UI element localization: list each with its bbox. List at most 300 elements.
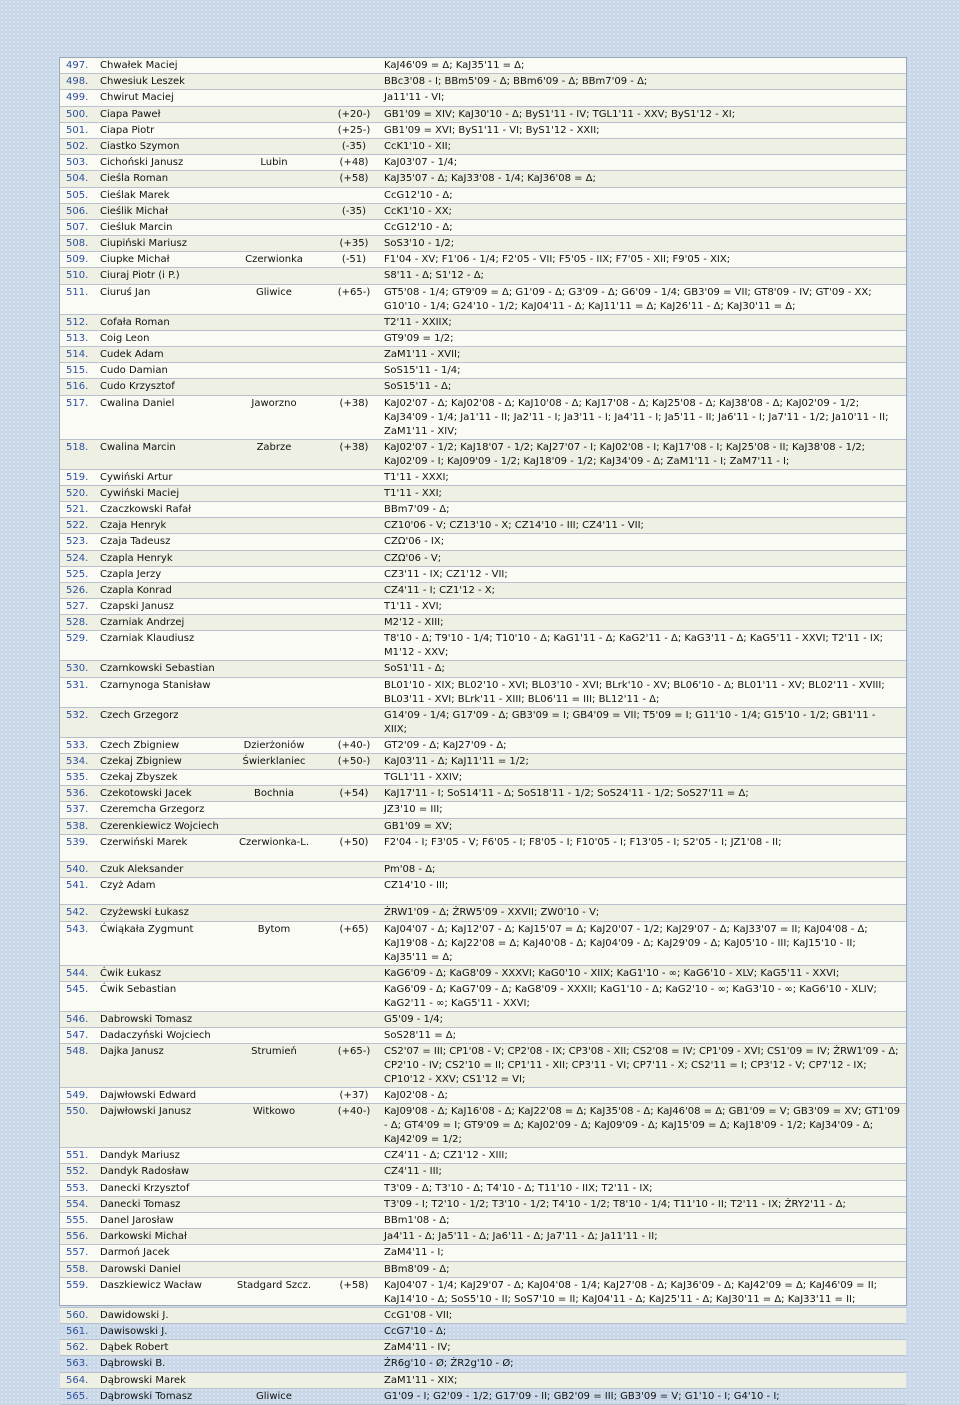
- table-row: [60, 1373, 906, 1389]
- player-name: Czapla Henryk: [100, 552, 173, 564]
- row-number: 517.: [66, 397, 89, 409]
- row-number: 518.: [66, 441, 89, 453]
- player-name: Dajwłowski Edward: [100, 1090, 197, 1102]
- player-results: KaJ03'07 - 1/4;: [384, 157, 458, 169]
- player-results: ZaM4'11 - IV;: [384, 1342, 451, 1354]
- player-name: Cudo Krzysztof: [100, 381, 175, 393]
- player-results: ZaM1'11 - XIX;: [384, 1374, 458, 1386]
- player-name: Czarniak Andrzej: [100, 617, 185, 629]
- row-number: 555.: [66, 1215, 89, 1226]
- row-number: 516.: [66, 381, 89, 393]
- row-number: 497.: [66, 60, 89, 71]
- player-rating: (+58): [339, 173, 369, 185]
- player-name: Danecki Tomasz: [100, 1198, 181, 1210]
- table-row: [60, 379, 906, 395]
- table-row: [60, 1262, 906, 1278]
- player-name: Czech Grzegorz: [100, 709, 179, 721]
- row-number: 536.: [66, 788, 89, 800]
- player-name: Dabrowski Tomasz: [100, 1013, 193, 1025]
- player-city: Jaworzno: [251, 397, 297, 409]
- results-table: [59, 57, 907, 1402]
- player-results: CZ3'11 - IX; CZ1'12 - VII;: [384, 568, 508, 580]
- player-rating: (+50-): [337, 755, 371, 767]
- player-results: T2'11 - XXIIX;: [384, 316, 452, 328]
- table-row: [60, 347, 906, 363]
- player-results: CZ4'11 - I; CZ1'12 - X;: [384, 584, 495, 596]
- row-number: 509.: [66, 254, 89, 266]
- table-row: [60, 74, 906, 90]
- player-results: BBc3'08 - I; BBm5'09 - Δ; BBm6'09 - Δ; BBm7'09 - Δ;: [384, 76, 648, 88]
- player-results: G5'09 - 1/4;: [384, 1013, 444, 1025]
- player-city: Bytom: [257, 923, 291, 935]
- table-row: [60, 139, 906, 155]
- table-row: [60, 188, 906, 204]
- player-name: Dąbek Robert: [100, 1342, 169, 1354]
- row-number: 553.: [66, 1182, 89, 1194]
- player-results: T1'11 - XXI;: [384, 487, 442, 499]
- row-number: 529.: [66, 633, 89, 645]
- player-name: Czeremcha Grzegorz: [100, 804, 205, 816]
- player-name: Czaja Henryk: [100, 520, 167, 532]
- table-row: [60, 1148, 906, 1164]
- table-row: [60, 754, 906, 770]
- player-name: Czapla Jerzy: [100, 568, 162, 580]
- player-results: TGL1'11 - XXIV;: [384, 772, 463, 783]
- player-name: Coig Leon: [100, 332, 150, 344]
- player-name: Darowski Daniel: [100, 1263, 181, 1275]
- player-name: Chwesiuk Leszek: [100, 76, 185, 88]
- player-name: Dawisowski J.: [100, 1325, 168, 1337]
- table-row: [60, 786, 906, 802]
- player-results: F2'04 - I; F3'05 - V; F6'05 - I; F8'05 - I; F10'05 - I; F13'05 - I; S2'05 - I; JZ1'08 - II;: [384, 836, 782, 848]
- player-name: Danel Jarosław: [100, 1215, 174, 1226]
- table-row: [60, 878, 906, 905]
- player-name: Dąbrowski Tomasz: [100, 1390, 193, 1402]
- player-name: Dajka Janusz: [100, 1046, 164, 1058]
- table-row: [60, 770, 906, 786]
- row-number: 545.: [66, 983, 89, 995]
- table-row: [60, 1104, 906, 1148]
- player-results: S8'11 - Δ; S1'12 - Δ;: [384, 270, 484, 282]
- player-results: KaJ35'07 - Δ; KaJ33'08 - 1/4; KaJ36'08 = Δ;: [384, 173, 596, 185]
- row-number: 563.: [66, 1358, 89, 1370]
- row-number: 515.: [66, 365, 89, 377]
- table-row: [60, 486, 906, 502]
- player-rating: (+25-): [337, 124, 371, 136]
- player-name: Ciupiński Mariusz: [100, 238, 187, 250]
- player-results: ŻR6g'10 - Ø; ŻR2g'10 - Ø;: [384, 1358, 514, 1370]
- player-name: Dajwłowski Janusz: [100, 1106, 192, 1118]
- player-results: Ja11'11 - VI;: [384, 92, 445, 104]
- table-row: [60, 1181, 906, 1197]
- row-number: 507.: [66, 221, 89, 233]
- player-results: GB1'09 = XIV; KaJ30'10 - Δ; ByS1'11 - IV; TGL1'11 - XXV; ByS1'12 - XI;: [384, 108, 736, 120]
- table-row: [60, 922, 906, 966]
- player-results: CcG12'10 - Δ;: [384, 189, 453, 201]
- player-name: Ciupke Michał: [100, 254, 170, 266]
- player-name: Czekaj Zbyszek: [100, 772, 178, 783]
- row-number: 521.: [66, 503, 89, 515]
- player-rating: (+40-): [337, 1106, 371, 1118]
- row-number: 499.: [66, 92, 89, 104]
- player-name: Czarniak Klaudiusz: [100, 633, 195, 645]
- player-name: Cudo Damian: [100, 365, 168, 377]
- row-number: 537.: [66, 804, 89, 816]
- player-results: GT9'09 = 1/2;: [384, 332, 454, 344]
- table-row: [60, 440, 906, 470]
- table-row: [60, 1340, 906, 1356]
- table-row: [60, 1278, 906, 1308]
- player-name: Darkowski Michał: [100, 1231, 187, 1243]
- player-rating: (+54): [339, 788, 369, 800]
- player-name: Dąbrowski B.: [100, 1358, 166, 1370]
- player-results: T3'09 - I; T2'10 - 1/2; T3'10 - 1/2; T4'10 - 1/2; T8'10 - 1/4; T11'10 - II; T2'11 - IX; ŻRY2'11 - Δ;: [384, 1198, 846, 1210]
- player-name: Dąbrowski Marek: [100, 1374, 186, 1386]
- player-results: CS2'07 = III; CP1'08 - V; CP2'08 - IX; CP3'08 - XII; CS2'08 = IV; CP1'09 - XVI; CS1'09 = IV; ŻRW1'09 - Δ; CP2'10 - IV; CS2'10 = II; CP1'11 - XII; CP3'11 - VI; CP7'11 - X; CS2'11 = I; CP3'12 - V; CP7'12 - IX; CP10'12 - XXV; CS1'12 = VI;: [384, 1046, 899, 1086]
- table-row: [60, 862, 906, 878]
- player-name: Cwalina Marcin: [100, 441, 176, 453]
- player-rating: (+38): [339, 441, 369, 453]
- player-results: T8'10 - Δ; T9'10 - 1/4; T10'10 - Δ; KaG1'11 - Δ; KaG2'11 - Δ; KaG3'11 - Δ; KaG5'11 - XXVI; T2'11 - IX; M1'12 - XXV;: [384, 633, 884, 659]
- player-rating: (+65): [339, 923, 369, 935]
- table-row: [60, 252, 906, 268]
- player-name: Czarnynoga Stanisław: [100, 679, 211, 691]
- row-number: 503.: [66, 157, 89, 169]
- row-number: 513.: [66, 332, 89, 344]
- player-city: Świerklaniec: [242, 755, 306, 767]
- player-results: KaG6'09 - Δ; KaG7'09 - Δ; KaG8'09 - XXXII; KaG1'10 - Δ; KaG2'10 - ∞; KaG3'10 - ∞; KaG6'10 - XLIV; KaG2'11 - ∞; KaG5'11 - XXVI;: [384, 983, 877, 1009]
- player-name: Cofała Roman: [100, 316, 170, 328]
- player-city: Czerwionka-L.: [238, 836, 309, 848]
- player-results: F1'04 - XV; F1'06 - 1/4; F2'05 - VII; F5'05 - IIX; F7'05 - XII; F9'05 - XIX;: [384, 254, 731, 266]
- row-number: 500.: [66, 108, 89, 120]
- player-name: Czyż Adam: [100, 880, 156, 892]
- row-number: 520.: [66, 487, 89, 499]
- player-results: Pm'08 - Δ;: [384, 863, 436, 875]
- table-row: [60, 58, 906, 74]
- player-results: SoS3'10 - 1/2;: [384, 238, 455, 250]
- row-number: 551.: [66, 1150, 89, 1162]
- player-results: CcK1'10 - XII;: [384, 140, 451, 152]
- player-results: CcG1'08 - VII;: [384, 1309, 453, 1321]
- row-number: 544.: [66, 967, 89, 979]
- player-rating: (+20-): [337, 108, 371, 120]
- table-row: [60, 835, 906, 862]
- table-row: [60, 1308, 906, 1324]
- table-row: [60, 171, 906, 187]
- row-number: 504.: [66, 173, 89, 185]
- player-results: CcK1'10 - XX;: [384, 205, 452, 217]
- player-name: Czuk Aleksander: [100, 863, 184, 875]
- player-rating: (+48): [339, 157, 369, 169]
- player-name: Ciuraj Piotr (i P.): [100, 270, 180, 282]
- player-name: Ciuruś Jan: [100, 286, 151, 298]
- row-number: 502.: [66, 140, 89, 152]
- player-city: Gliwice: [256, 1390, 292, 1402]
- row-number: 547.: [66, 1029, 89, 1041]
- table-row: [60, 819, 906, 835]
- player-results: CcG7'10 - Δ;: [384, 1325, 447, 1337]
- row-number: 501.: [66, 124, 89, 136]
- row-number: 540.: [66, 863, 89, 875]
- row-number: 511.: [66, 286, 89, 298]
- player-name: Ćwik Łukasz: [100, 967, 162, 979]
- player-name: Czekotowski Jacek: [100, 788, 192, 800]
- player-rating: (+65-): [337, 286, 371, 298]
- player-name: Cieśla Roman: [100, 173, 169, 185]
- table-row: [60, 396, 906, 440]
- player-name: Ćwik Sebastian: [100, 983, 177, 995]
- row-number: 556.: [66, 1231, 89, 1243]
- player-name: Cieślak Marek: [100, 189, 170, 201]
- player-results: G14'09 - 1/4; G17'09 - Δ; GB3'09 = I; GB4'09 = VII; T5'09 = I; G11'10 - 1/4; G15'10 - 1/2; GB1'11 - XIIX;: [384, 709, 876, 735]
- player-name: Danecki Krzysztof: [100, 1182, 190, 1194]
- table-row: [60, 236, 906, 252]
- table-row: [60, 502, 906, 518]
- row-number: 548.: [66, 1046, 89, 1058]
- player-name: Cywiński Artur: [100, 471, 173, 483]
- player-name: Czapski Janusz: [100, 601, 174, 613]
- row-number: 565.: [66, 1390, 89, 1402]
- table-row: [60, 1229, 906, 1245]
- player-name: Czekaj Zbigniew: [100, 755, 182, 767]
- table-row: [60, 1389, 906, 1405]
- row-number: 538.: [66, 820, 89, 832]
- table-row: [60, 583, 906, 599]
- player-results: GB1'09 = XVI; ByS1'11 - VI; ByS1'12 - XXII;: [384, 124, 600, 136]
- player-rating: (-35): [341, 140, 367, 152]
- player-results: KaJ02'08 - Δ;: [384, 1090, 448, 1102]
- table-row: [60, 204, 906, 220]
- table-row: [60, 599, 906, 615]
- table-row: [60, 107, 906, 123]
- player-name: Cwalina Daniel: [100, 397, 175, 409]
- player-results: GB1'09 = XV;: [384, 820, 453, 832]
- table-row: [60, 268, 906, 284]
- player-results: BBm7'09 - Δ;: [384, 503, 450, 515]
- table-row: [60, 1197, 906, 1213]
- player-rating: (+37): [339, 1090, 369, 1102]
- table-row: [60, 1213, 906, 1229]
- player-results: CZ14'10 - III;: [384, 880, 449, 892]
- player-rating: (+35): [339, 238, 369, 250]
- player-results: ZaM4'11 - I;: [384, 1247, 444, 1259]
- player-results: CcG12'10 - Δ;: [384, 221, 453, 233]
- player-city: Witkowo: [252, 1106, 296, 1118]
- player-rating: (+40-): [337, 739, 371, 751]
- player-results: T1'11 - XXXI;: [384, 471, 449, 483]
- table-row: [60, 1028, 906, 1044]
- player-rating: (+38): [339, 397, 369, 409]
- table-row: [60, 615, 906, 631]
- player-name: Dandyk Mariusz: [100, 1150, 180, 1162]
- player-results: T3'09 - Δ; T3'10 - Δ; T4'10 - Δ; T11'10 - IIX; T2'11 - IX;: [384, 1182, 653, 1194]
- player-results: GT2'09 - Δ; KaJ27'09 - Δ;: [384, 739, 507, 751]
- table-row: [60, 315, 906, 331]
- player-city: Stadgard Szcz.: [236, 1279, 312, 1291]
- player-results: CZΩ'06 - V;: [384, 552, 442, 564]
- player-results: KaJ02'07 - 1/2; KaJ18'07 - 1/2; KaJ27'07 - I; KaJ02'08 - I; KaJ17'08 - I; KaJ25'08 - II; KaJ38'08 - 1/2; KaJ02'09 - I; KaJ09'09 - 1/2; KaJ18'09 - 1/2; KaJ34'09 - Δ; ZaM1'11 - I; ZaM7'11 - I;: [384, 441, 866, 467]
- table-row: [60, 123, 906, 139]
- row-number: 564.: [66, 1374, 89, 1386]
- row-number: 542.: [66, 907, 89, 919]
- player-city: Lubin: [260, 157, 288, 169]
- table-row: [60, 470, 906, 486]
- player-name: Dandyk Radosław: [100, 1166, 190, 1178]
- table-row: [60, 1044, 906, 1088]
- table-row: [60, 155, 906, 171]
- player-results: KaJ03'11 - Δ; KaJ11'11 = 1/2;: [384, 755, 529, 767]
- player-city: Gliwice: [256, 286, 292, 298]
- player-name: Cywiński Maciej: [100, 487, 180, 499]
- table-row: [60, 1012, 906, 1028]
- row-number: 560.: [66, 1309, 89, 1321]
- row-number: 535.: [66, 772, 89, 783]
- table-row: [60, 90, 906, 106]
- player-name: Czerwiński Marek: [100, 836, 188, 848]
- table-row: [60, 518, 906, 534]
- row-number: 506.: [66, 205, 89, 217]
- table-row: [60, 363, 906, 379]
- player-results: KaJ09'08 - Δ; KaJ16'08 - Δ; KaJ22'08 = Δ; KaJ35'08 - Δ; KaJ46'08 = Δ; GB1'09 = V; GB3'09 = XV; GT1'09 - Δ; GT4'09 = I; GT9'09 = Δ; KaJ02'09 - Δ; KaJ09'09 - Δ; KaJ15'09 = Δ; KaJ18'09 - 1/2; KaJ34'09 - Δ; KaJ42'09 = 1/2;: [384, 1106, 900, 1146]
- player-results: CZ10'06 - V; CZ13'10 - X; CZ14'10 - III; CZ4'11 - VII;: [384, 520, 644, 532]
- row-number: 508.: [66, 238, 89, 250]
- table-row: [60, 1245, 906, 1261]
- player-results: T1'11 - XVI;: [384, 601, 442, 613]
- row-number: 532.: [66, 709, 89, 721]
- player-results: KaJ04'07 - Δ; KaJ12'07 - Δ; KaJ15'07 = Δ; KaJ20'07 - 1/2; KaJ29'07 - Δ; KaJ33'07 = II; KaJ04'08 - Δ; KaJ19'08 - Δ; KaJ22'08 = Δ; KaJ40'08 - Δ; KaJ04'09 - Δ; KaJ29'09 - Δ; KaJ05'10 - III; KaJ15'10 - II; KaJ35'11 = Δ;: [384, 923, 868, 963]
- player-city: Zabrze: [256, 441, 292, 453]
- player-results: ZaM1'11 - XVII;: [384, 349, 461, 360]
- row-number: 528.: [66, 617, 89, 629]
- row-number: 552.: [66, 1166, 89, 1178]
- player-results: CZΩ'06 - IX;: [384, 536, 445, 548]
- table-row: [60, 631, 906, 661]
- player-name: Czaczkowski Rafał: [100, 503, 192, 515]
- player-name: Dadaczyński Wojciech: [100, 1029, 211, 1041]
- row-number: 498.: [66, 76, 89, 88]
- player-rating: (-35): [341, 205, 367, 217]
- row-number: 550.: [66, 1106, 89, 1118]
- player-results: KaJ46'09 = Δ; KaJ35'11 = Δ;: [384, 60, 525, 71]
- player-name: Czerenkiewicz Wojciech: [100, 820, 219, 832]
- player-name: Chwirut Maciej: [100, 92, 174, 104]
- row-number: 525.: [66, 568, 89, 580]
- player-results: SoS15'11 - 1/4;: [384, 365, 461, 377]
- row-number: 546.: [66, 1013, 89, 1025]
- player-name: Cichoński Janusz: [100, 157, 184, 169]
- row-number: 558.: [66, 1263, 89, 1275]
- player-name: Cieślik Michał: [100, 205, 168, 217]
- player-results: SoS15'11 - Δ;: [384, 381, 452, 393]
- row-number: 557.: [66, 1247, 89, 1259]
- row-number: 534.: [66, 755, 89, 767]
- player-results: KaJ17'11 - I; SoS14'11 - Δ; SoS18'11 - 1/2; SoS24'11 - 1/2; SoS27'11 = Δ;: [384, 788, 749, 800]
- table-row: [60, 966, 906, 982]
- player-name: Czapla Konrad: [100, 584, 172, 596]
- table-row: [60, 1356, 906, 1372]
- player-name: Ciapa Paweł: [100, 108, 161, 120]
- player-results: GT5'08 - 1/4; GT9'09 = Δ; G1'09 - Δ; G3'09 - Δ; G6'09 - 1/4; GB3'09 = VII; GT8'09 - IV; GT'09 - XX; G10'10 - 1/4; G24'10 - 1/2; KaJ04'11 - Δ; KaJ11'11 = Δ; KaJ26'11 - Δ; KaJ30'11 = Δ;: [384, 286, 872, 312]
- row-number: 539.: [66, 836, 89, 848]
- player-results: CZ4'11 - Δ; CZ1'12 - XIII;: [384, 1150, 508, 1162]
- row-number: 554.: [66, 1198, 89, 1210]
- player-results: BL01'10 - XIX; BL02'10 - XVI; BL03'10 - XVI; BLrk'10 - XV; BL06'10 - Δ; BL01'11 - XV; BL02'11 - XVIII; BL03'11 - XVI; BLrk'11 - XIII; BL06'11 = III; BL12'11 - Δ;: [384, 679, 885, 705]
- row-number: 541.: [66, 880, 89, 892]
- player-results: KaJ04'07 - 1/4; KaJ29'07 - Δ; KaJ04'08 - 1/4; KaJ27'08 - Δ; KaJ36'09 - Δ; KaJ42'09 = Δ; KaJ46'09 = II; KaJ14'10 - Δ; SoS5'10 - II; SoS7'10 = II; KaJ04'11 - Δ; KaJ25'11 - Δ; KaJ30'11 = Δ; KaJ33'11 = II;: [384, 1279, 878, 1305]
- player-results: KaG6'09 - Δ; KaG8'09 - XXXVI; KaG0'10 - XIIX; KaG1'10 - ∞; KaG6'10 - XLV; KaG5'11 - XXVI;: [384, 967, 840, 979]
- player-name: Czyżewski Łukasz: [100, 907, 189, 919]
- table-row: [60, 1324, 906, 1340]
- row-number: 527.: [66, 601, 89, 613]
- player-name: Ciapa Piotr: [100, 124, 155, 136]
- player-name: Chwałek Maciej: [100, 60, 178, 71]
- player-city: Strumień: [251, 1046, 297, 1058]
- table-row: [60, 1088, 906, 1104]
- row-number: 533.: [66, 739, 89, 751]
- row-number: 519.: [66, 471, 89, 483]
- row-number: 561.: [66, 1325, 89, 1337]
- player-rating: (+58): [339, 1279, 369, 1291]
- row-number: 522.: [66, 520, 89, 532]
- row-number: 562.: [66, 1342, 89, 1354]
- table-row: [60, 678, 906, 708]
- table-row: [60, 905, 906, 921]
- player-name: Cieśluk Marcin: [100, 221, 173, 233]
- player-results: G1'09 - I; G2'09 - 1/2; G17'09 - II; GB2'09 = III; GB3'09 = V; G1'10 - I; G4'10 - I;: [384, 1390, 780, 1402]
- table-row: [60, 331, 906, 347]
- table-row: [60, 708, 906, 738]
- row-number: 524.: [66, 552, 89, 564]
- table-row: [60, 982, 906, 1012]
- row-number: 543.: [66, 923, 89, 935]
- player-results: ŻRW1'09 - Δ; ŻRW5'09 - XXVII; ZW0'10 - V;: [384, 907, 600, 919]
- row-number: 526.: [66, 584, 89, 596]
- player-results: M2'12 - XIII;: [384, 617, 444, 629]
- table-row: [60, 567, 906, 583]
- table-row: [60, 285, 906, 315]
- player-results: KaJ02'07 - Δ; KaJ02'08 - Δ; KaJ10'08 - Δ; KaJ17'08 - Δ; KaJ25'08 - Δ; KaJ38'08 - Δ; KaJ02'09 - 1/2; KaJ34'09 - 1/4; Ja1'11 - II; Ja2'11 - I; Ja3'11 - I; Ja4'11 - I; Ja5'11 - II; Ja6'11 - I; Ja7'11 - 1/2; Ja10'11 - II; ZaM1'11 - XIV;: [384, 397, 889, 437]
- player-rating: (+50): [339, 836, 369, 848]
- player-name: Ćwiąkała Zygmunt: [100, 923, 194, 935]
- player-results: BBm8'09 - Δ;: [384, 1263, 450, 1275]
- player-city: Dzierżoniów: [243, 739, 305, 751]
- player-results: BBm1'08 - Δ;: [384, 1215, 450, 1226]
- table-row: [60, 661, 906, 677]
- player-name: Dawidowski J.: [100, 1309, 169, 1321]
- row-number: 510.: [66, 270, 89, 282]
- player-results: CZ4'11 - III;: [384, 1166, 442, 1178]
- row-number: 530.: [66, 663, 89, 675]
- table-row: [60, 534, 906, 550]
- table-row: [60, 551, 906, 567]
- player-city: Czerwionka: [245, 254, 303, 266]
- table-row: [60, 738, 906, 754]
- player-name: Cudek Adam: [100, 349, 164, 360]
- row-number: 512.: [66, 316, 89, 328]
- player-name: Czarnkowski Sebastian: [100, 663, 215, 675]
- table-row: [60, 220, 906, 236]
- player-name: Ciastko Szymon: [100, 140, 180, 152]
- player-rating: (+65-): [337, 1046, 371, 1058]
- player-rating: (-51): [341, 254, 367, 266]
- player-results: Ja4'11 - Δ; Ja5'11 - Δ; Ja6'11 - Δ; Ja7'11 - Δ; Ja11'11 - II;: [384, 1231, 658, 1243]
- table-row: [60, 802, 906, 818]
- row-number: 549.: [66, 1090, 89, 1102]
- player-name: Darmoń Jacek: [100, 1247, 170, 1259]
- player-name: Daszkiewicz Wacław: [100, 1279, 202, 1291]
- row-number: 559.: [66, 1279, 89, 1291]
